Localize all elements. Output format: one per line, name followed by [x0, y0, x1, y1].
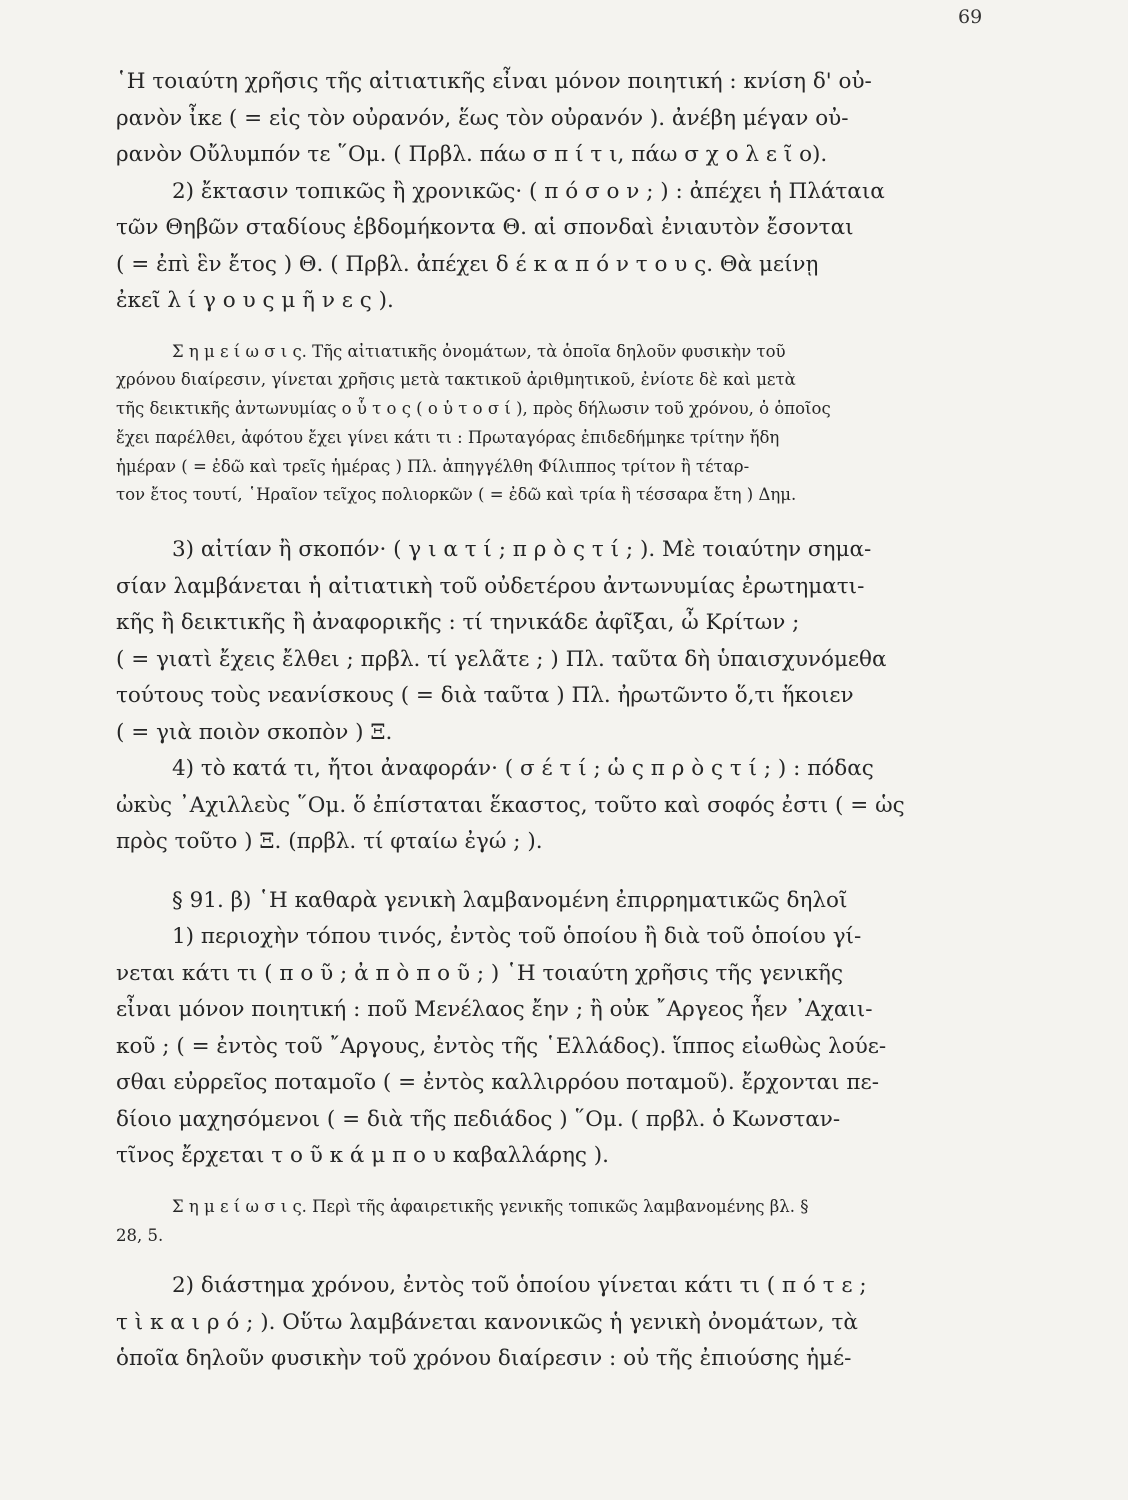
page-body	[116, 64, 996, 1378]
text-line: 4) τὸ κατά τι, ἤτοι ἀναφοράν· ( σ έ τ ί ; ὡ ς π ρ ὸ ς τ ί ; ) : πόδας	[172, 756, 874, 782]
text-line: ρανὸν ἶκε ( = εἰς τὸν οὐρανόν, ἕως τὸν οὐρανόν ). ἀνέβη μέγαν οὐ-	[116, 105, 849, 131]
text-line: δίοιο μαχησόμενοι ( = διὰ τῆς πεδιάδος ) ῞Ομ. ( πρβλ. ὁ Κωνσταν-	[116, 1106, 841, 1132]
text-line: ῾Η τοιαύτη χρῆσις τῆς αἰτιατικῆς εἶναι μόνον ποιητική : κνίση δ' οὐ-	[116, 69, 872, 94]
text-line: τούτους τοὺς νεανίσκους ( = διὰ ταῦτα ) Πλ. ἠρωτῶντο ὅ,τι ἥκοιεν	[116, 683, 854, 709]
note-line: Σ η μ ε ί ω σ ι ς. Περὶ τῆς ἀφαιρετικῆς γενικῆς τοπικῶς λαμβανομένης βλ. §	[172, 1196, 809, 1216]
paragraph-accusative-poetic	[116, 64, 996, 320]
text-line: τῶν Θηβῶν σταδίους ἑβδομήκοντα Θ. αἱ σπονδαὶ ἐνιαυτὸν ἔσονται	[116, 215, 854, 240]
paragraph-cause-reference	[116, 532, 996, 861]
text-line: τ ὶ κ α ι ρ ό ; ). Οὕτω λαμβάνεται κανονικῶς ἡ γενικὴ ὀνομάτων, τὰ	[116, 1309, 858, 1335]
note-accusative-time	[116, 338, 996, 511]
text-line: κῆς ἢ δεικτικῆς ἢ ἀναφορικῆς : τί τηνικάδε ἀφῖξαι, ὦ Κρίτων ;	[116, 610, 800, 636]
note-line: 28, 5.	[116, 1225, 164, 1245]
text-line: κοῦ ; ( = ἐντὸς τοῦ ῎Αργους, ἐντὸς τῆς ῾Ελλάδος). ἵππος εἰωθὼς λούε-	[116, 1033, 887, 1059]
note-line: τον ἔτος τουτί, ῾Ηραῖον τεῖχος πολιορκῶν ( = ἐδῶ καὶ τρία ἢ τέσσαρα ἔτη ) Δημ.	[116, 485, 797, 505]
text-line: ἐκεῖ λ ί γ ο υ ς μ ῆ ν ε ς ).	[116, 288, 394, 313]
text-line: 2) ἔκτασιν τοπικῶς ἢ χρονικῶς· ( π ό σ ο ν ; ) : ἀπέχει ἡ Πλάταια	[172, 178, 885, 204]
note-line: χρόνου διαίρεσιν, γίνεται χρῆσις μετὰ τακτικοῦ ἀριθμητικοῦ, ἐνίοτε δὲ καὶ μετὰ	[116, 370, 796, 390]
text-line: σίαν λαμβάνεται ἡ αἰτιατικὴ τοῦ οὐδετέρου ἀντωνυμίας ἐρωτηματι-	[116, 573, 865, 599]
text-line: πρὸς τοῦτο ) Ξ. (πρβλ. τί φταίω ἐγώ ; ).	[116, 829, 543, 855]
text-line: τῖνος ἔρχεται τ ο ῦ κ ά μ π ο υ καβαλλάρης ).	[116, 1143, 610, 1169]
section-91-genitive	[116, 883, 996, 1175]
text-line: ( = γιὰ ποιὸν σκοπὸν ) Ξ.	[116, 719, 393, 745]
text-line: 2) διάστημα χρόνου, ἐντὸς τοῦ ὁποίου γίνεται κάτι τι ( π ό τ ε ;	[172, 1273, 867, 1299]
text-line: ὁποῖα δηλοῦν φυσικὴν τοῦ χρόνου διαίρεσιν : οὐ τῆς ἐπιούσης ἡμέ-	[116, 1346, 852, 1372]
section-heading-line: § 91. β) ῾Η καθαρὰ γενικὴ λαμβανομένη ἐπιρρηματικῶς δηλοῖ	[172, 887, 848, 913]
note-line: ἡμέραν ( = ἐδῶ καὶ τρεῖς ἡμέρας ) Πλ. ἀπηγγέλθη Φίλιππος τρίτον ἢ τέταρ-	[116, 456, 750, 476]
note-line: Σ η μ ε ί ω σ ι ς. Τῆς αἰτιατικῆς ὀνομάτων, τὰ ὁποῖα δηλοῦν φυσικὴν τοῦ	[172, 341, 786, 361]
text-line: ρανὸν Οὔλυμπόν τε ῞Ομ. ( Πρβλ. πάω σ π ί τ ι, πάω σ χ ο λ ε ῖ ο).	[116, 142, 828, 167]
page-number: 69	[958, 6, 983, 28]
text-line: ( = ἐπὶ ἓν ἔτος ) Θ. ( Πρβλ. ἀπέχει δ έ κ α π ό ν τ ο υ ς. Θὰ μείνῃ	[116, 251, 819, 277]
note-ablative-genitive	[116, 1193, 996, 1251]
text-line: 1) περιοχὴν τόπου τινός, ἐντὸς τοῦ ὁποίου ἢ διὰ τοῦ ὁποίου γί-	[172, 924, 862, 950]
text-line: ( = γιατὶ ἔχεις ἔλθει ; πρβλ. τί γελᾶτε ; ) Πλ. ταῦτα δὴ ὑπαισχυνόμεθα	[116, 646, 887, 672]
text-line: ὠκὺς ᾿Αχιλλεὺς ῞Ομ. ὅ ἐπίσταται ἕκαστος, τοῦτο καὶ σοφός ἐστι ( = ὡς	[116, 792, 905, 818]
paragraph-time-interval	[116, 1268, 996, 1378]
text-line: σθαι εὐρρεῖος ποταμοῖο ( = ἐντὸς καλλιρρόου ποταμοῦ). ἔρχονται πε-	[116, 1070, 879, 1096]
note-line: τῆς δεικτικῆς ἀντωνυμίας ο ὗ τ ο ς ( ο ὑ τ ο σ ί ), πρὸς δήλωσιν τοῦ χρόνου, ὁ ὁποῖος	[116, 399, 831, 419]
text-line: εἶναι μόνον ποιητική : ποῦ Μενέλαος ἔην ; ἢ οὐκ ῎Αργεος ἦεν ᾿Αχαιι-	[116, 997, 873, 1023]
text-line: 3) αἰτίαν ἢ σκοπόν· ( γ ι α τ ί ; π ρ ὸ ς τ ί ; ). Μὲ τοιαύτην σημα-	[172, 537, 872, 563]
note-line: ἔχει παρέλθει, ἀφότου ἔχει γίνει κάτι τι : Πρωταγόρας ἐπιδεδήμηκε τρίτην ἤδη	[116, 427, 780, 447]
text-line: νεται κάτι τι ( π ο ῦ ; ἀ π ὸ π ο ῦ ; ) ῾Η τοιαύτη χρῆσις τῆς γενικῆς	[116, 960, 843, 986]
